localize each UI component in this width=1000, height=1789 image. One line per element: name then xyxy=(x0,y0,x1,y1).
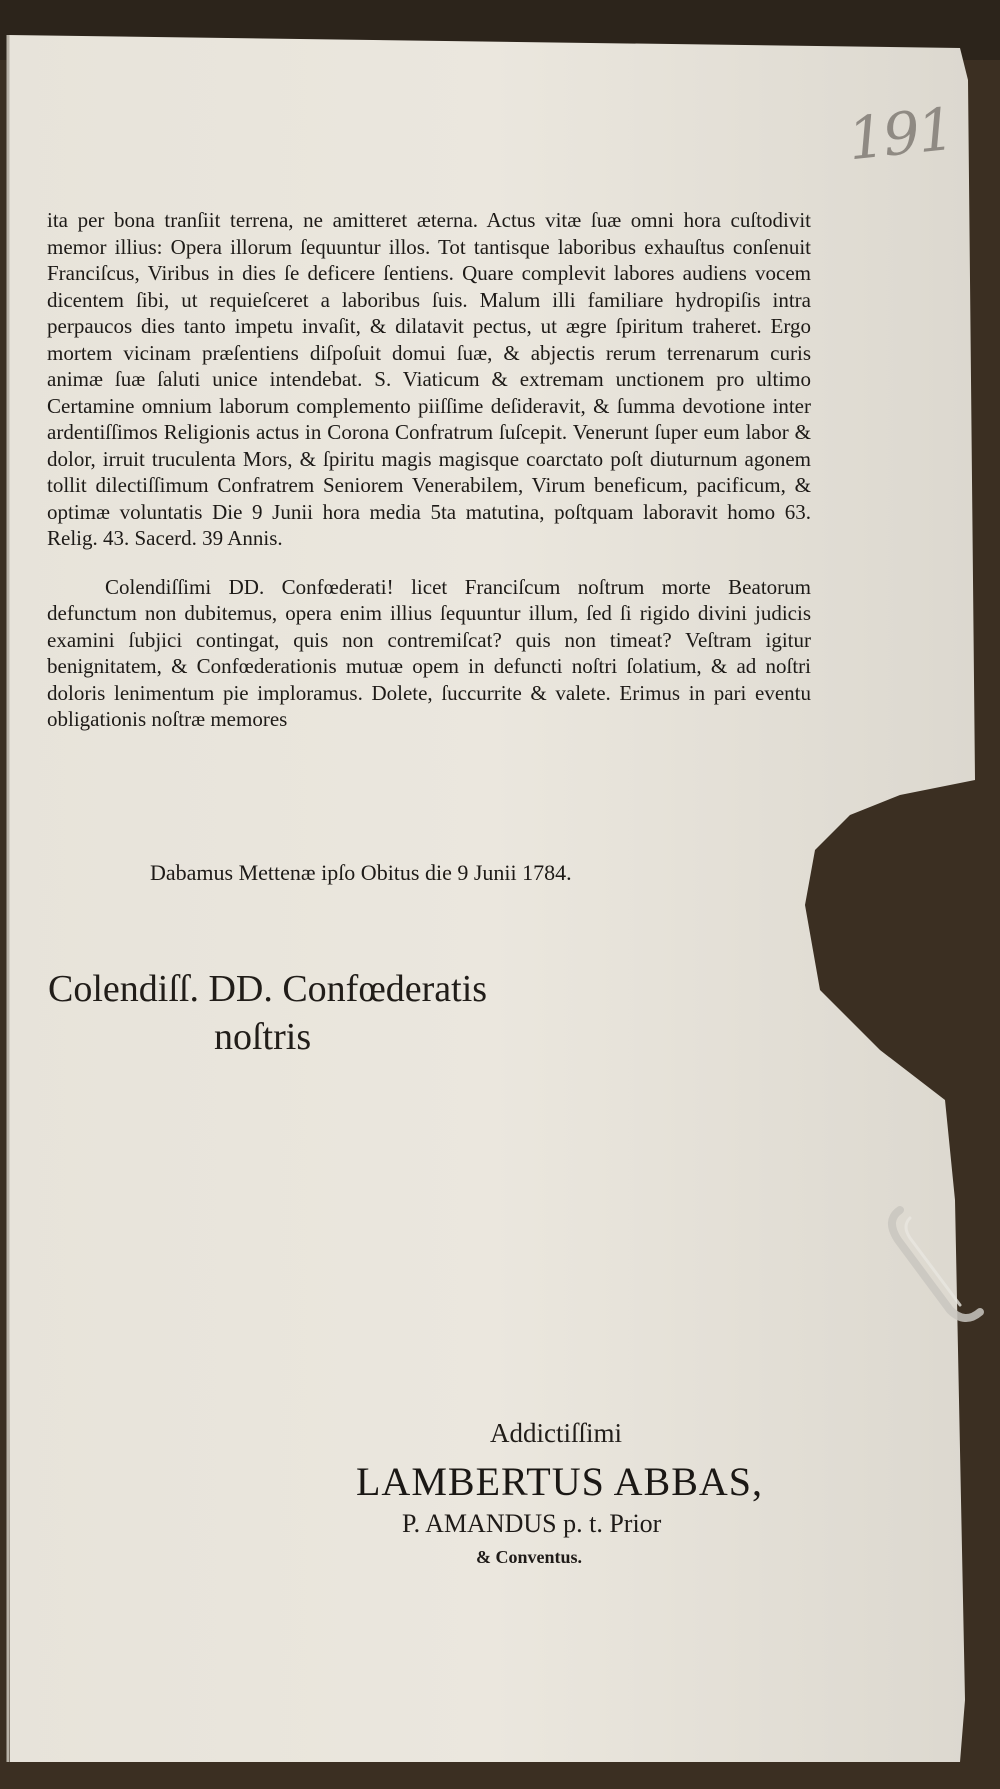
signature-convent: & Conventus. xyxy=(476,1547,583,1567)
signature-abbot: LAMBERTUS ABBAS, xyxy=(356,1459,764,1504)
body-paragraph-1: ita per bona tranſiit terrena, ne amitteret æterna. Actus vitæ ſuæ omni hora cuſtodivit memor illius: Opera illorum ſequuntur illos. Tot tantisque laboribus exhauſtus conſenuit Franciſcus, Viribus in dies ſe deficere ſentiens. Quare complevit labores audiens vocem dicentem ſibi, ut requieſceret a laboribus ſuis. Malum illi familiare hydropiſis intra perpaucos dies tanto impetu invaſit, & dilatavit pectus, ut ægre ſpiritum traheret. Ergo mortem vicinam præſentiens diſpoſuit domui ſuæ, & abjectis rerum terrenarum curis animæ ſuæ ſaluti unice intendebat. S. Viaticum & extremam unctionem pro ultimo Certamine omnium laborum complemento piiſſime deſideravit, & ſumma devotione inter ardentiſſimos Religionis actus in Corona Confratrum ſuſcepit. Venerunt ſuper eum labor & dolor, irruit truculenta Mors, & ſpiritu magis magisque coarctato poſt diuturnum agonem tollit dilectiſſimum Confratrem Seniorem Venerabilem, Virum beneficum, pacificum, & optimæ voluntatis Die 9 Junii hora media 5ta matutina, poſtquam laboravit homo 63. Relig. 43. Sacerd. 39 Annis. xyxy=(47,208,811,550)
paperclip xyxy=(880,1200,1000,1330)
body-paragraph-2: Colendiſſimi DD. Confœderati! licet Franciſcum noſtrum morte Beatorum defunctum non dubitemus, opera enim illius ſequuntur illum, ſed ſi rigido divini judicis examini ſubjici contingat, quis non contremiſcat? quis non timeat? Veſtram igitur benignitatem, & Confœderationis mutuæ opem in defuncti noſtri ſolatium, & ad noſtri doloris lenimentum pie imploramus. Dolete, ſuccurrite & valete. Erimus in pari eventu obligationis noſtræ memores xyxy=(47,574,811,731)
letter-body xyxy=(47,207,811,733)
signature-closing: Addictiſſimi xyxy=(490,1418,622,1448)
address-line-2: noſtris xyxy=(214,1016,312,1058)
address-line-1: Colendiſſ. DD. Confœderatis xyxy=(48,968,488,1010)
dateline: Dabamus Mettenæ ipſo Obitus die 9 Junii 1784. xyxy=(150,860,572,885)
signature-prior: P. AMANDUS p. t. Prior xyxy=(402,1509,662,1538)
folio-number: 191 xyxy=(844,94,956,174)
